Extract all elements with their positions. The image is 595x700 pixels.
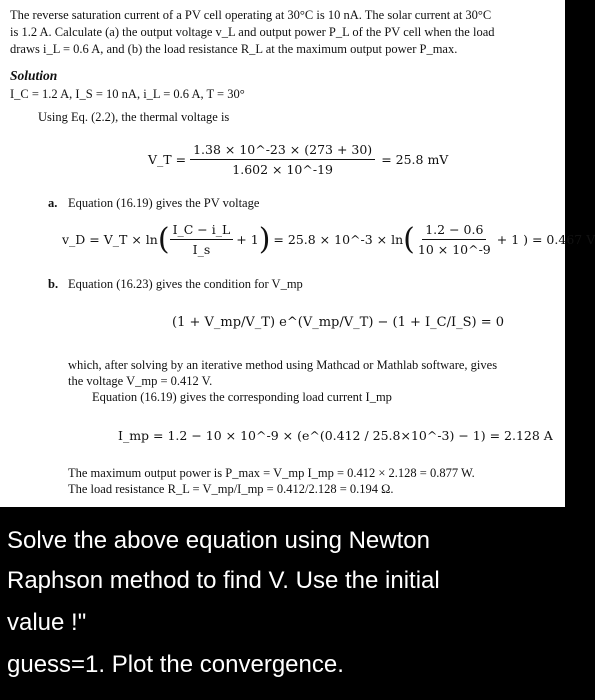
vt-lhs: V_T = xyxy=(148,152,187,167)
vd-fraction-1 xyxy=(170,222,234,257)
load-current-equation: I_mp = 1.2 − 10 × 10^-9 × (e^(0.412 / 25.8×10^-3) − 1) = 2.128 A xyxy=(118,428,553,443)
pv-voltage-equation xyxy=(62,222,595,257)
iterative-line-1: which, after solving by an iterative method using Mathcad or Mathlab software, gives xyxy=(68,358,498,372)
vt-numerator: 1.38 × 10^-23 × (273 + 30) xyxy=(190,142,375,160)
vd-frac2-numerator: 1.2 − 0.6 xyxy=(422,222,486,240)
thermal-voltage-equation xyxy=(148,142,448,177)
part-a-label: a. xyxy=(48,196,58,210)
vt-fraction xyxy=(190,142,375,177)
vd-frac2-denominator: 10 × 10^-9 xyxy=(417,242,491,257)
problem-line-1: The reverse saturation current of a PV cell operating at 30°C is 10 nA. The solar current at 30°C xyxy=(10,8,492,22)
solution-heading: Solution xyxy=(10,68,58,83)
open-paren-icon: ( xyxy=(157,221,170,257)
overlay-line-1: Solve the above equation using Newton xyxy=(7,527,430,554)
max-power-line: The maximum output power is P_max = V_mp I_mp = 0.412 × 2.128 = 0.877 W. xyxy=(68,466,475,480)
vd-result: + 1 ) = 0.467 V xyxy=(496,232,595,247)
vt-denominator: 1.602 × 10^-19 xyxy=(232,162,333,177)
vt-result: = 25.8 mV xyxy=(381,152,449,167)
load-current-intro: Equation (16.19) gives the corresponding load current I_mp xyxy=(92,390,392,404)
open-paren-icon: ( xyxy=(403,221,415,257)
thermal-voltage-intro: Using Eq. (2.2), the thermal voltage is xyxy=(38,110,230,124)
vd-frac1-numerator: I_C − i_L xyxy=(170,222,234,240)
close-paren-icon: ) xyxy=(258,221,271,257)
overlay-line-4: guess=1. Plot the convergence. xyxy=(7,651,344,678)
vd-fraction-2 xyxy=(415,222,494,257)
vmp-condition-equation: (1 + V_mp/V_T) e^(V_mp/V_T) − (1 + I_C/I_S) = 0 xyxy=(172,315,505,330)
overlay-line-3: value !" xyxy=(7,609,87,636)
vd-lhs: v_D = V_T × ln xyxy=(62,232,158,247)
vd-middle: = 25.8 × 10^-3 × ln xyxy=(273,232,404,247)
load-resistance-line: The load resistance R_L = V_mp/I_mp = 0.412/2.128 = 0.194 Ω. xyxy=(68,482,394,496)
part-b-label: b. xyxy=(48,277,59,291)
iterative-line-2: the voltage V_mp = 0.412 V. xyxy=(68,374,213,388)
givens-line: I_C = 1.2 A, I_S = 10 nA, i_L = 0.6 A, T = 30° xyxy=(10,87,245,101)
vd-plus-one: + 1 xyxy=(236,232,259,247)
part-b-text: Equation (16.23) gives the condition for V_mp xyxy=(68,277,303,291)
overlay-line-2: Raphson method to find V. Use the initial xyxy=(7,567,440,594)
part-a-text: Equation (16.19) gives the PV voltage xyxy=(68,196,260,210)
vd-frac1-denominator: I_s xyxy=(192,242,211,257)
problem-line-3: draws i_L = 0.6 A, and (b) the load resistance R_L at the maximum output power P_max. xyxy=(10,42,458,56)
problem-line-2: is 1.2 A. Calculate (a) the output voltage v_L and output power P_L of the PV cell when the load xyxy=(10,25,495,39)
